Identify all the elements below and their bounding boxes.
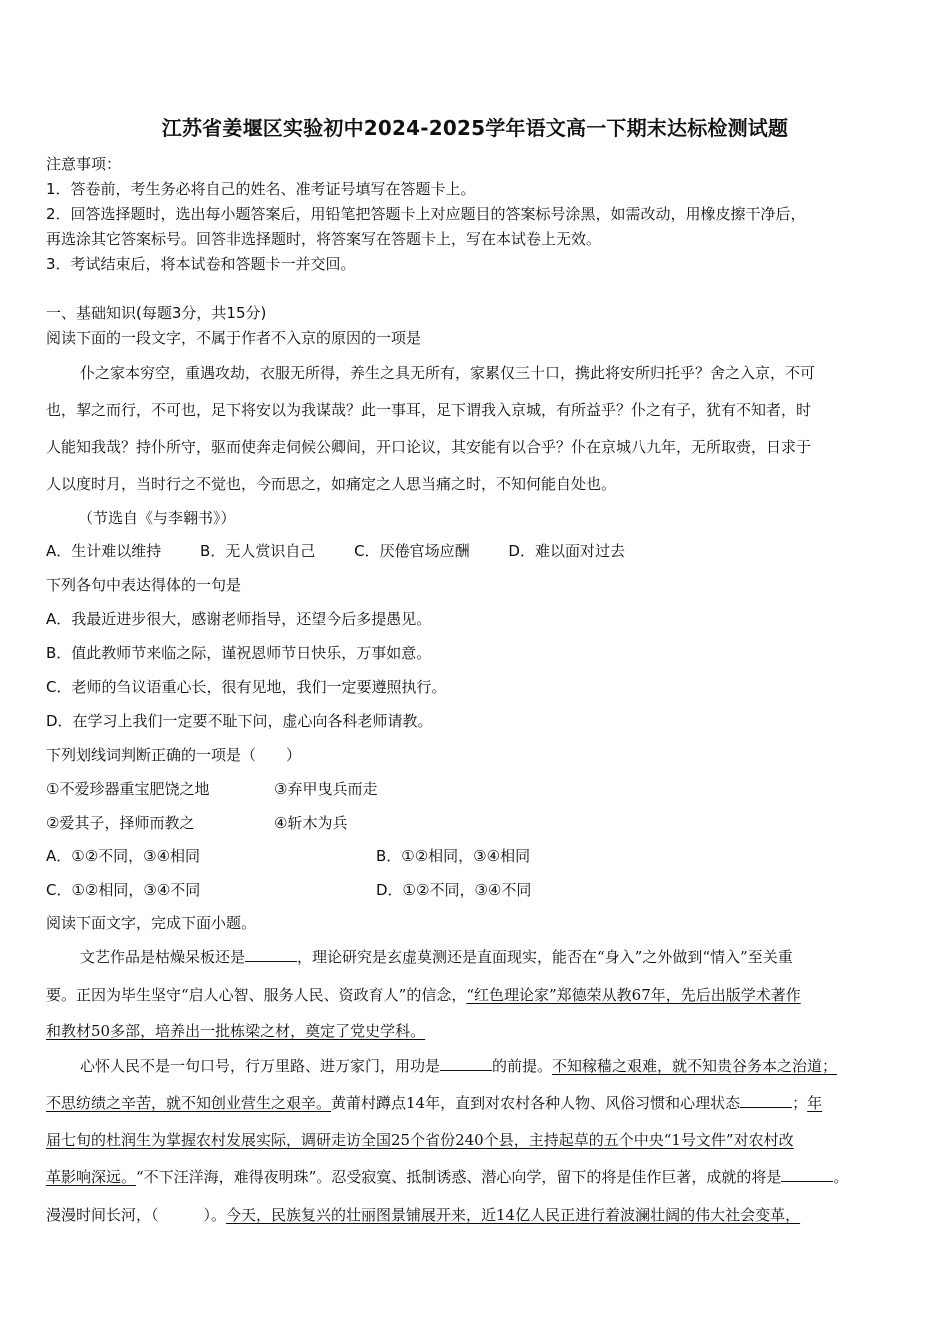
answer-blank[interactable] [440, 1056, 492, 1071]
notice-item-2b: 再选涂其它答案标号。回答非选择题时，将答案写在答题卡上，写在本试卷上无效。 [46, 230, 602, 248]
q3-prompt: 下列划线词判断正确的一项是（ ） [46, 746, 302, 764]
q1-passage-line-4: 人以度时月，当时行之不觉也，今而思之，如痛定之人思当痛之时，不知何能自处也。 [46, 475, 617, 493]
q4-para1-line2 [46, 984, 801, 1005]
answer-blank[interactable] [781, 1167, 833, 1182]
q4-text: 漫漫时间长河，（ ）。 [46, 1206, 227, 1224]
q4-prompt: 阅读下面文字，完成下面小题。 [46, 914, 257, 932]
q3-item-4: ④斩木为兵 [274, 814, 348, 832]
q4-para2-line2 [46, 1092, 822, 1113]
q4-text: ； [792, 1094, 808, 1112]
q4-para3-line1 [46, 1204, 800, 1225]
q3-option-b[interactable]: B．①②相同，③④相同 [376, 847, 531, 865]
q1-options [46, 540, 625, 561]
q4-para1-line3 [46, 1020, 425, 1041]
q4-text: “不下汪洋海，难得夜明珠”。忍受寂寞、抵制诱惑、潜心向学，留下的将是佳作巨著，成就的将是 [136, 1168, 782, 1186]
q1-passage-line-2: 也，挈之而行，不可也，足下将安以为我谋哉？此一事耳，足下谓我入京城，有所益乎？仆之有子，犹有不知者，时 [46, 401, 812, 419]
q4-text: ，理论研究是玄虚莫测还是直面现实，能否在“身入”之外做到“情入”至关重 [297, 948, 793, 966]
q2-prompt: 下列各句中表达得体的一句是 [46, 576, 242, 594]
underlined-sentence: 不知稼穑之艰难，就不知贵谷务本之治道； [552, 1057, 838, 1075]
q3-item-3: ③弃甲曳兵而走 [274, 780, 378, 798]
q1-passage-line-1: 仆之家本穷空，重遇攻劫，衣服无所得，养生之具无所有，家累仅三十口，携此将安所归托乎？舍之入京，不可 [80, 364, 816, 382]
q3-items-row-1 [46, 778, 209, 799]
q4-text: 黄莆村蹲点14年，直到对农村各种人物、风俗习惯和心理状态 [331, 1094, 741, 1112]
q4-text: 的前提。 [492, 1057, 553, 1075]
q3-option-d[interactable]: D．①②不同，③④不同 [376, 881, 532, 899]
q2-option-b[interactable]: B．值此教师节来临之际，谨祝恩师节日快乐，万事如意。 [46, 644, 432, 662]
underlined-sentence: 届七旬的杜润生为掌握农村发展实际，调研走访全国25个省份240个县，主持起草的五个中央“1号文件”对农村改 [46, 1131, 794, 1149]
notice-item-3: 3．考试结束后，将本试卷和答题卡一并交回。 [46, 255, 356, 273]
q2-option-a[interactable]: A．我最近进步很大，感谢老师指导，还望今后多提愚见。 [46, 610, 432, 628]
underlined-sentence: 和教材50多部，培养出一批栋梁之材，奠定了党史学科。 [46, 1022, 426, 1040]
q4-text: 要。正因为毕生坚守“启人心智、服务人民、资政育人”的信念， [46, 986, 467, 1004]
page-title: 江苏省姜堰区实验初中2024-2025学年语文高一下期末达标检测试题 [161, 116, 789, 140]
notice-item-2a: 2．回答选择题时，选出每小题答案后，用铅笔把答题卡上对应题目的答案标号涂黑，如需改动，用橡皮擦干净后， [46, 205, 806, 223]
q4-para1-line1 [80, 946, 793, 967]
q2-option-d[interactable]: D．在学习上我们一定要不耻下问，虚心向各科老师请教。 [46, 712, 433, 730]
underlined-sentence: 不思纺绩之辛苦，就不知创业营生之艰辛。 [46, 1094, 332, 1112]
underlined-sentence: 革影响深远。 [46, 1168, 137, 1186]
q1-option-a[interactable]: A．生计难以维持 [46, 542, 162, 560]
q4-para2-line4 [46, 1166, 848, 1187]
q1-passage-line-3: 人能知我哉？持仆所守，驱而使奔走伺候公卿间，开口论议，其安能有以合乎？仆在京城八九年，无所取赍，日求于 [46, 438, 812, 456]
section-heading: 一、基础知识(每题3分，共15分) [46, 304, 267, 322]
underlined-sentence: “红色理论家”郑德荣从教67年，先后出版学术著作 [466, 986, 801, 1004]
q1-option-d[interactable]: D．难以面对过去 [508, 542, 625, 560]
underlined-sentence: 年 [807, 1094, 823, 1112]
q3-option-a[interactable]: A．①②不同，③④相同 [46, 847, 201, 865]
q4-text: 文艺作品是枯燥呆板还是 [80, 948, 246, 966]
q1-option-b[interactable]: B．无人赏识自己 [200, 542, 316, 560]
q1-prompt: 阅读下面的一段文字，不属于作者不入京的原因的一项是 [46, 329, 422, 347]
q4-text: 。 [833, 1168, 849, 1186]
q3-item-1: ①不爱珍器重宝肥饶之地 [46, 780, 210, 798]
q1-source: （节选自《与李翱书》） [78, 509, 236, 527]
q3-item-2: ②爱其子，择师而教之 [46, 814, 195, 832]
q1-option-c[interactable]: C．厌倦官场应酬 [354, 542, 470, 560]
q2-option-c[interactable]: C．老师的刍议语重心长，很有见地，我们一定要遵照执行。 [46, 678, 447, 696]
answer-blank[interactable] [740, 1093, 792, 1108]
q3-option-c[interactable]: C．①②相同，③④不同 [46, 881, 201, 899]
notice-item-1: 1．答卷前，考生务必将自己的姓名、准考证号填写在答题卡上。 [46, 180, 476, 198]
q4-para2-line3 [46, 1129, 794, 1150]
underlined-sentence: 今天，民族复兴的壮丽图景铺展开来，近14亿人民正进行着波澜壮阔的伟大社会变革， [226, 1206, 801, 1224]
q4-para2-line1 [80, 1055, 837, 1076]
q4-text: 心怀人民不是一句口号，行万里路、进万家门，用功是 [80, 1057, 441, 1075]
answer-blank[interactable] [245, 947, 297, 962]
notice-heading: 注意事项： [46, 155, 122, 173]
